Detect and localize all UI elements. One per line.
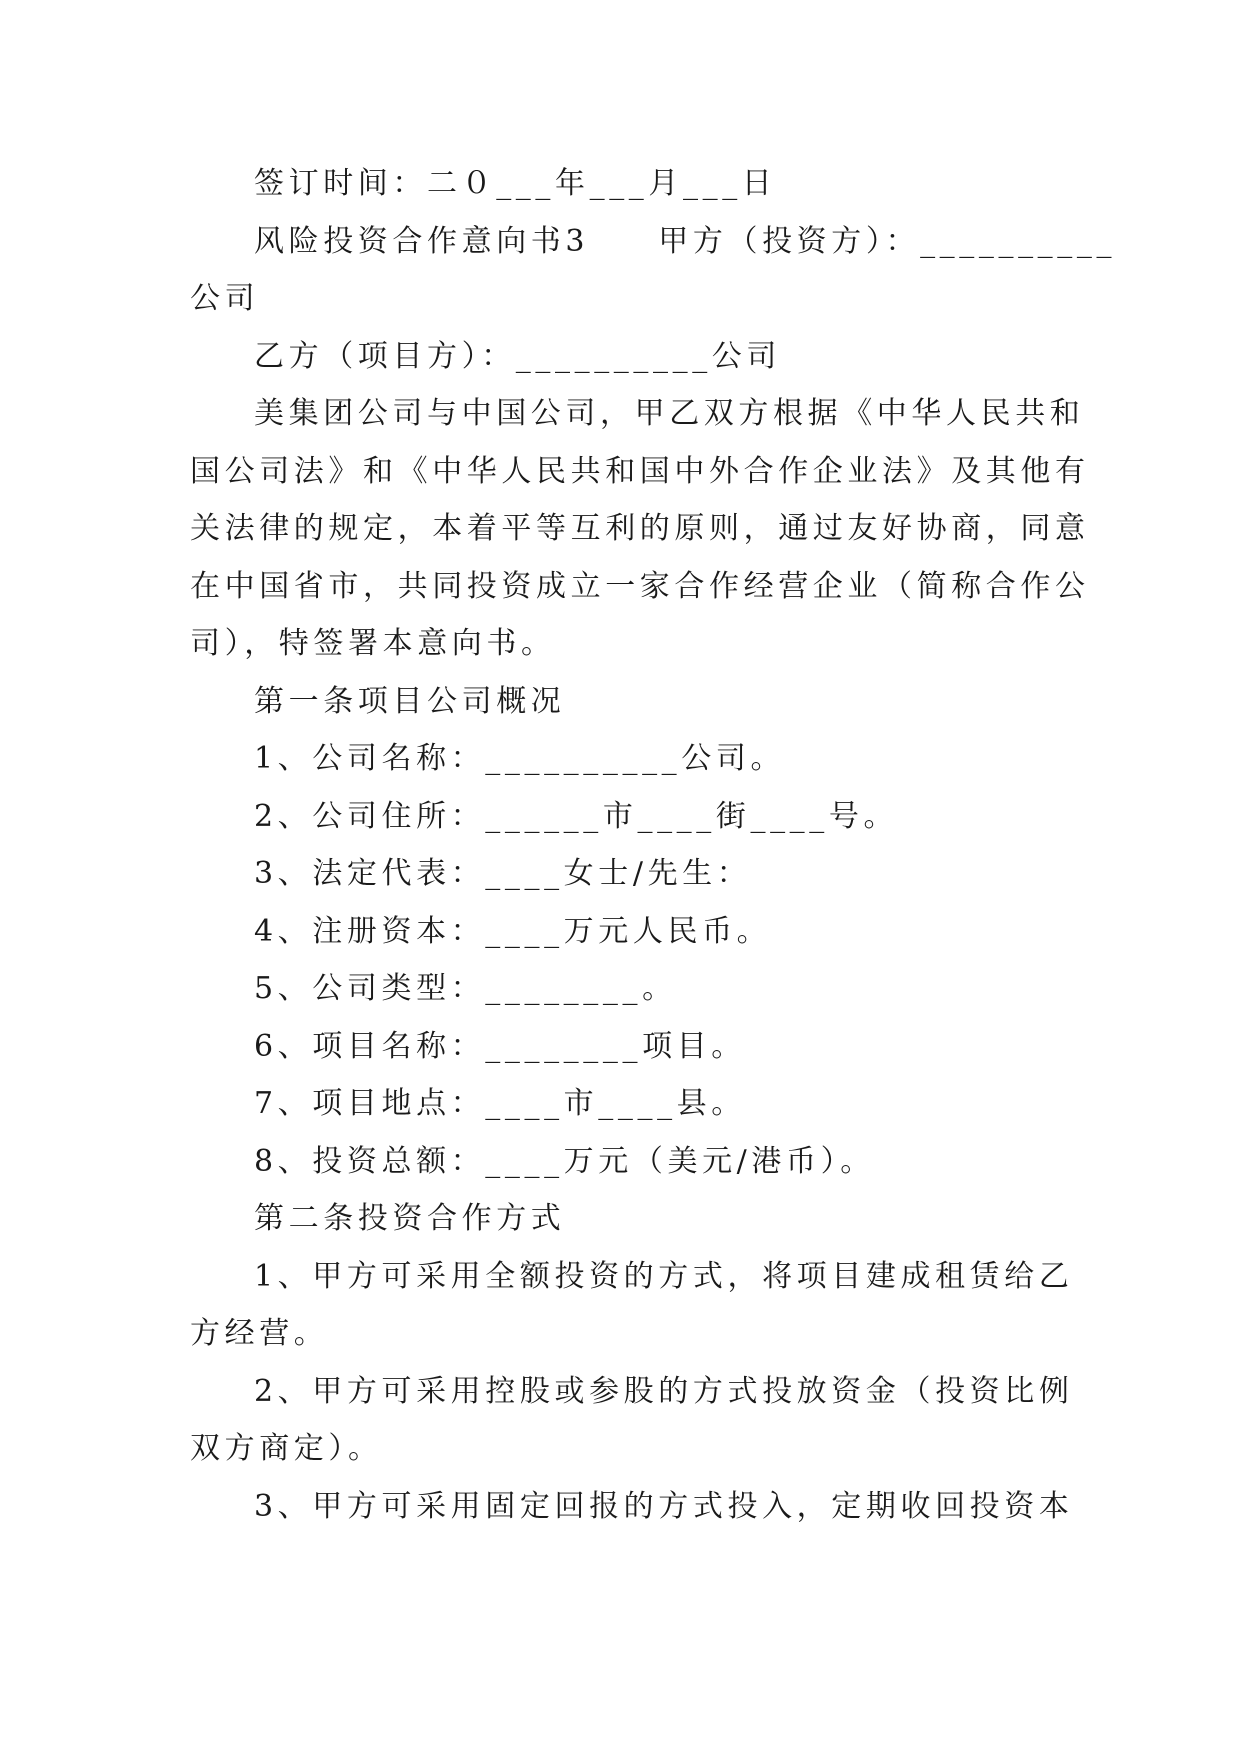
preamble-line-2: 国公司法》和《中华人民共和国中外合作企业法》及其他有 (190, 454, 1090, 489)
preamble-line-4: 在中国省市，共同投资成立一家合作经营企业（简称合作公 (190, 569, 1090, 604)
item-company-type: 5、公司类型：________。 (254, 971, 677, 1006)
party-b-line: 乙方（项目方）：__________公司 (254, 339, 781, 374)
clause-2-line-1: 2、甲方可采用控股或参股的方式投放资金（投资比例 (254, 1374, 1074, 1409)
clause-2-line-2: 双方商定）。 (190, 1431, 383, 1466)
intent-title-party-a-line: 风险投资合作意向书3 甲方（投资方）：__________ (254, 224, 1117, 259)
clause-3-line-1: 3、甲方可采用固定回报的方式投入，定期收回投资本 (254, 1489, 1074, 1524)
item-project-location: 7、项目地点：____市____县。 (254, 1086, 746, 1121)
item-company-name: 1、公司名称：__________公司。 (254, 741, 786, 776)
preamble-line-1: 美集团公司与中国公司，甲乙双方根据《中华人民共和 (254, 396, 1085, 431)
clause-1-line-2: 方经营。 (190, 1316, 329, 1351)
item-company-address: 2、公司住所：______市____街____号。 (254, 799, 899, 834)
article-1-heading: 第一条项目公司概况 (254, 684, 566, 719)
item-legal-representative: 3、法定代表：____女士/先生： (254, 856, 752, 891)
item-total-investment: 8、投资总额：____万元（美元/港币）。 (254, 1144, 875, 1179)
article-2-heading: 第二条投资合作方式 (254, 1201, 566, 1236)
item-registered-capital: 4、注册资本：____万元人民币。 (254, 914, 772, 949)
preamble-line-3: 关法律的规定，本着平等互利的原则，通过友好协商，同意 (190, 511, 1090, 546)
signing-date-line: 签订时间：二０___年___月___日 (254, 166, 777, 201)
preamble-line-5: 司），特签署本意向书。 (190, 626, 556, 661)
party-a-company-suffix: 公司 (190, 281, 260, 316)
item-project-name: 6、项目名称：________项目。 (254, 1029, 746, 1064)
clause-1-line-1: 1、甲方可采用全额投资的方式，将项目建成租赁给乙 (254, 1259, 1074, 1294)
